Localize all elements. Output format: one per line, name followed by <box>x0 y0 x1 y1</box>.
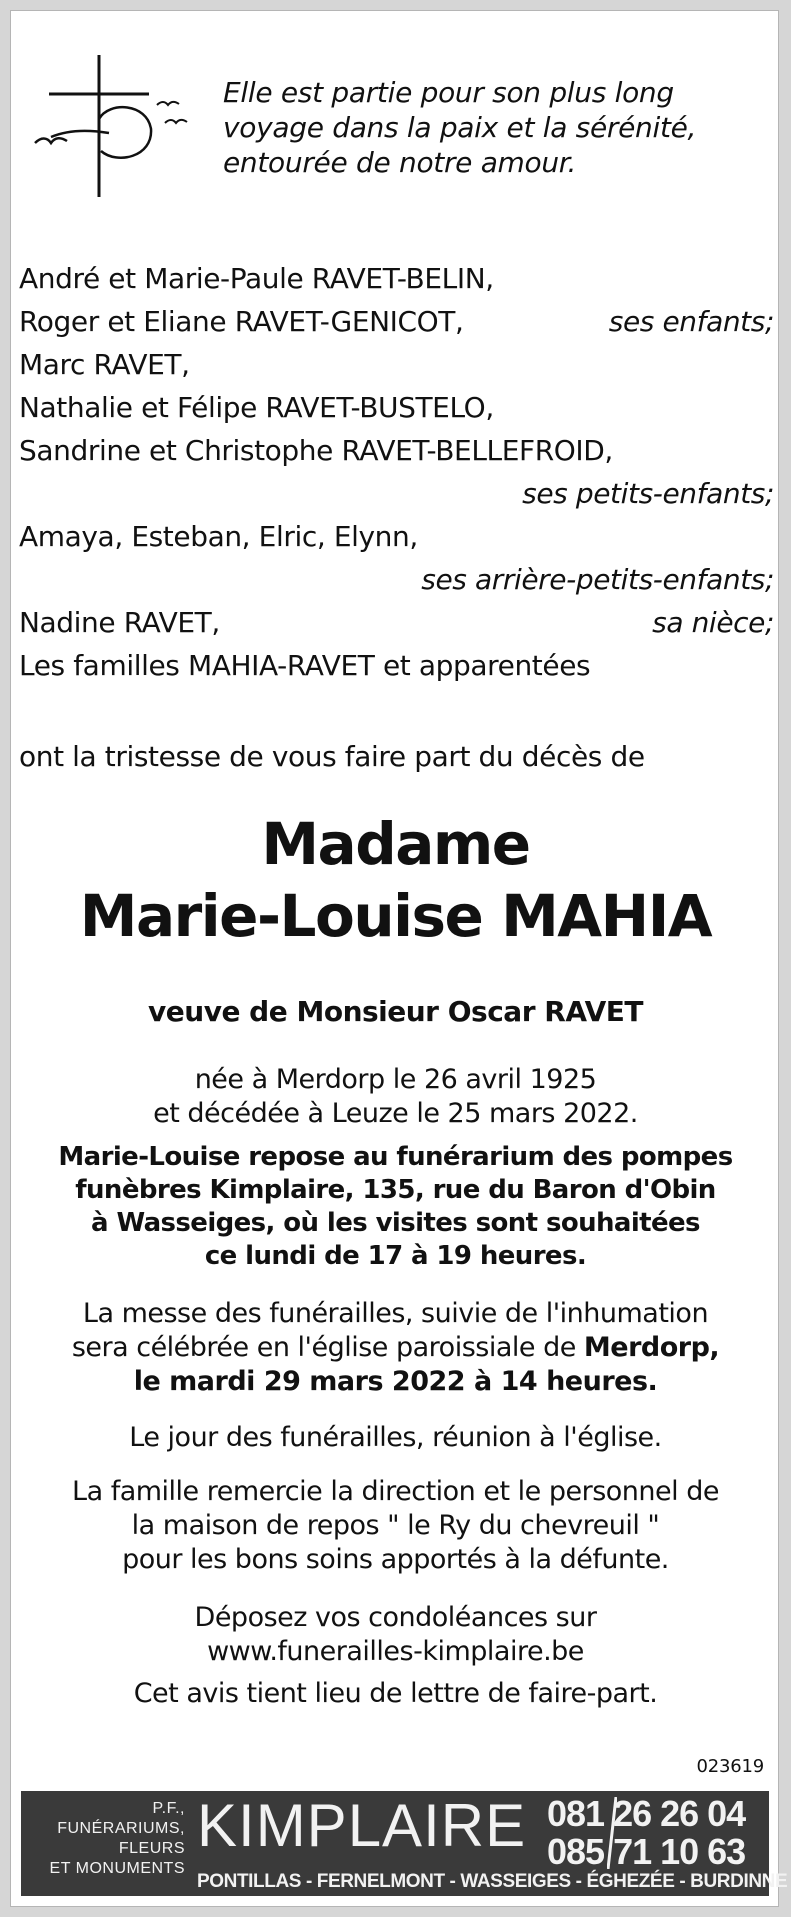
wake-line: à Wasseiges, où les visites sont souhaitées <box>91 1208 700 1238</box>
family-row <box>19 343 774 386</box>
service-item: FLEURS <box>118 1840 185 1857</box>
services-list <box>21 1799 185 1879</box>
mass-line-text: sera célébrée en l'église paroissiale de <box>71 1332 584 1363</box>
family-names: Amaya, Esteban, Elric, Elynn, <box>19 520 418 553</box>
epitaph-quote <box>223 75 763 180</box>
deceased-honorific: Madame <box>261 810 530 878</box>
wake-line: ce lundi de 17 à 19 heures. <box>204 1241 587 1271</box>
wake-line: Marie-Louise repose au funérarium des pompes <box>58 1142 733 1172</box>
family-row <box>19 558 774 601</box>
family-row <box>19 429 774 472</box>
thanks-line: La famille remercie la direction et le personnel de <box>72 1476 719 1507</box>
family-names: Nadine RAVET, <box>19 606 220 639</box>
mass-line: La messe des funérailles, suivie de l'inhumation <box>82 1298 709 1329</box>
family-names: André et Marie-Paule RAVET-BELIN, <box>19 262 494 295</box>
wake-info <box>11 1141 780 1273</box>
family-relation: sa nièce; <box>652 606 774 639</box>
birth-line: née à Merdorp le 26 avril 1925 <box>194 1064 597 1095</box>
family-row <box>19 601 774 644</box>
mass-date: le mardi 29 mars 2022 à 14 heures. <box>133 1366 658 1397</box>
phone-number: 085 71 10 63 <box>547 1831 746 1872</box>
family-list <box>19 257 774 687</box>
family-row <box>19 644 774 687</box>
reference-number: 023619 <box>696 1756 764 1777</box>
wake-line: funèbres Kimplaire, 135, rue du Baron d'Obin <box>75 1175 716 1205</box>
thanks-message <box>11 1475 780 1577</box>
brand-logo: KIMPLAIRE <box>197 1792 527 1859</box>
family-names: Marc RAVET, <box>19 348 190 381</box>
family-row <box>19 386 774 429</box>
death-line: et décédée à Leuze le 25 mars 2022. <box>153 1098 638 1129</box>
notice-line: Cet avis tient lieu de lettre de faire-part. <box>133 1678 658 1709</box>
quote-line: entourée de notre amour. <box>223 146 577 179</box>
family-row <box>19 257 774 300</box>
family-names: Les familles MAHIA-RAVET et apparentées <box>19 649 591 682</box>
condolences-info <box>11 1601 780 1669</box>
mass-place: Merdorp, <box>583 1332 720 1363</box>
family-row <box>19 515 774 558</box>
service-item: FUNÉRARIUMS, <box>57 1820 185 1837</box>
service-item: P.F., <box>152 1800 185 1817</box>
locations-list: PONTILLAS - FERNELMONT - WASSEIGES - ÉGHEZÉE - BURDINNE <box>197 1871 788 1892</box>
mass-line <box>11 1331 780 1365</box>
family-relation: ses petits-enfants; <box>522 477 774 510</box>
family-relation: ses enfants; <box>608 305 774 338</box>
quote-line: Elle est partie pour son plus long <box>223 76 674 109</box>
family-relation: ses arrière-petits-enfants; <box>421 563 774 596</box>
deceased-name: Marie-Louise MAHIA <box>79 882 712 950</box>
phone-numbers <box>547 1795 745 1871</box>
life-dates <box>11 1063 780 1131</box>
quote-line: voyage dans la paix et la sérénité, <box>223 111 697 144</box>
phone-number: 081 26 26 04 <box>547 1793 746 1834</box>
condolences-line: Déposez vos condoléances sur <box>194 1602 597 1633</box>
funeral-mass-info <box>11 1297 780 1399</box>
announcement-intro: ont la tristesse de vous faire part du décès de <box>19 740 645 773</box>
cross-sun-birds-icon <box>29 39 189 199</box>
widow-of: veuve de Monsieur Oscar RAVET <box>148 995 643 1028</box>
service-item: ET MONUMENTS <box>49 1860 185 1877</box>
family-names: Sandrine et Christophe RAVET-BELLEFROID, <box>19 434 613 467</box>
funeral-home-banner <box>21 1791 788 1896</box>
thanks-line: pour les bons soins apportés à la défunte. <box>122 1544 669 1575</box>
family-row <box>19 300 774 343</box>
obituary-notice <box>10 10 788 1907</box>
reunion-info: Le jour des funérailles, réunion à l'église. <box>129 1422 662 1453</box>
thanks-line: la maison de repos " le Ry du chevreuil " <box>131 1510 660 1541</box>
family-row <box>19 472 774 515</box>
family-names: Nathalie et Félipe RAVET-BUSTELO, <box>19 391 494 424</box>
condolences-url[interactable]: www.funerailles-kimplaire.be <box>207 1636 584 1667</box>
family-names: Roger et Eliane RAVET-GENICOT, <box>19 305 464 338</box>
